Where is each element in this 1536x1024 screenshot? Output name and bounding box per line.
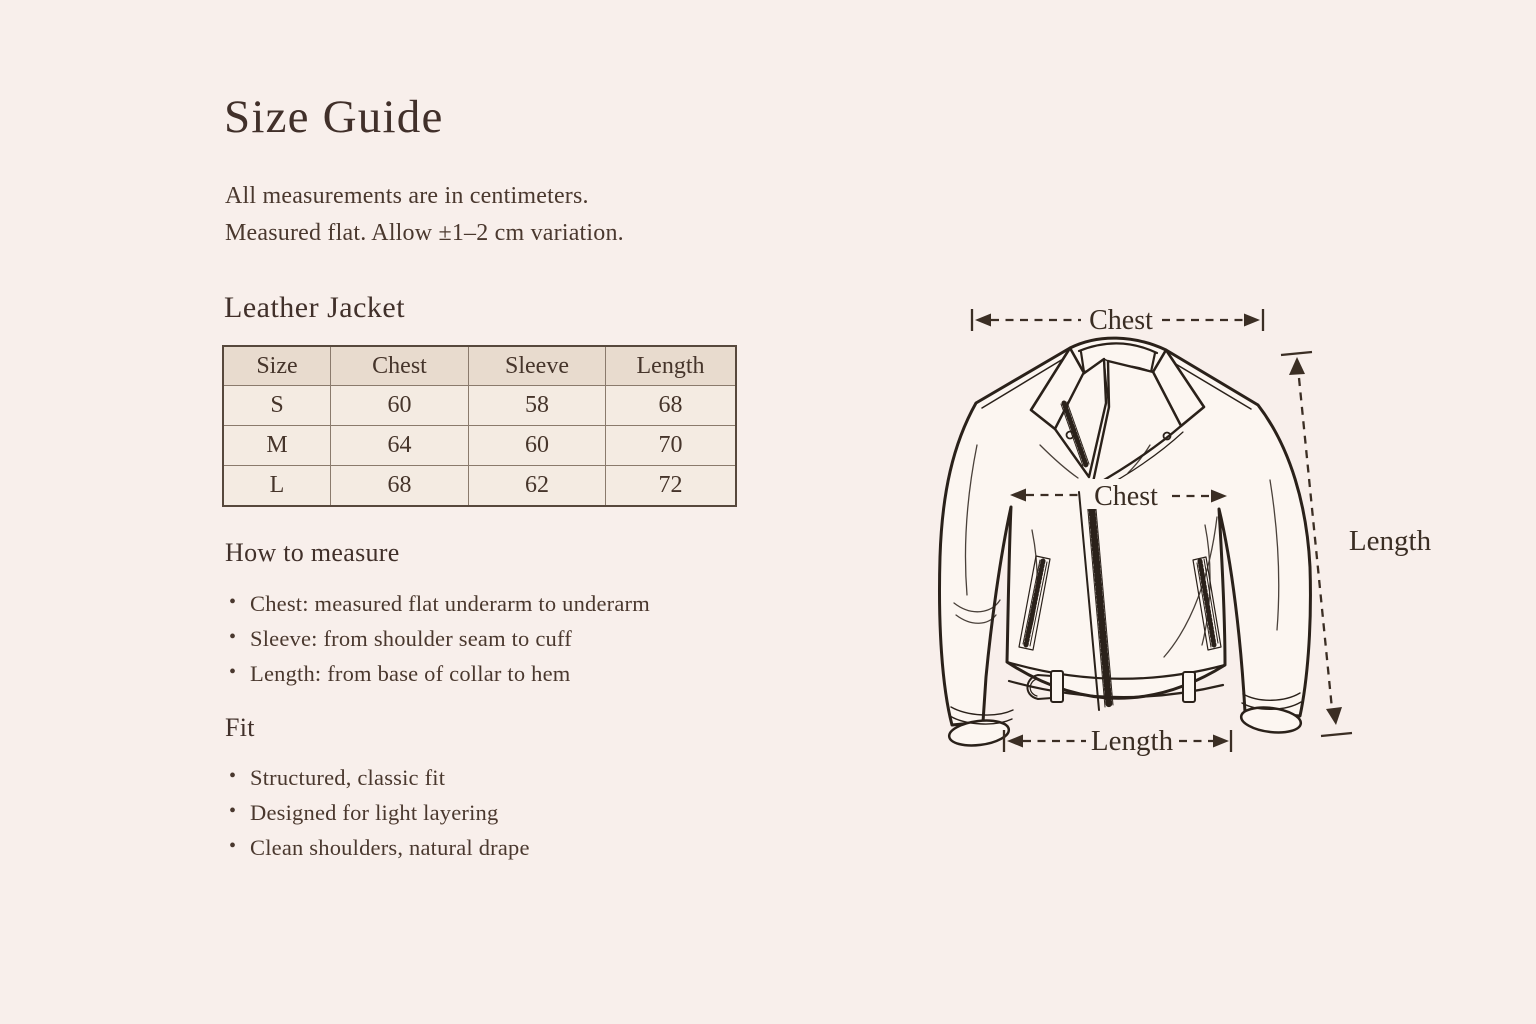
cell-sleeve: 62 bbox=[469, 466, 606, 507]
bullet-icon: • bbox=[229, 626, 237, 648]
measure-term: Sleeve: bbox=[250, 626, 318, 651]
arrow-right-icon bbox=[1213, 735, 1229, 748]
column-header-sleeve: Sleeve bbox=[469, 346, 606, 386]
arrow-left-icon bbox=[1007, 735, 1023, 748]
cell-size: M bbox=[223, 426, 331, 466]
jacket-measurement-diagram bbox=[920, 295, 1480, 815]
bullet-icon: • bbox=[229, 591, 237, 613]
cell-length: 72 bbox=[606, 466, 737, 507]
jacket-illustration bbox=[920, 295, 1480, 815]
list-item bbox=[225, 621, 650, 656]
chest-label-top: Chest bbox=[1089, 305, 1153, 336]
cell-chest: 60 bbox=[331, 386, 469, 426]
arrow-left-icon bbox=[975, 314, 991, 327]
measure-desc: measured flat underarm to underarm bbox=[314, 591, 650, 616]
measure-term: Length: bbox=[250, 661, 322, 686]
length-label-right: Length bbox=[1348, 525, 1432, 557]
belt-loop-left bbox=[1051, 671, 1063, 702]
bullet-icon: • bbox=[229, 800, 237, 822]
column-header-chest: Chest bbox=[331, 346, 469, 386]
column-header-size: Size bbox=[223, 346, 331, 386]
measure-desc: from base of collar to hem bbox=[327, 661, 571, 686]
cell-size: L bbox=[223, 466, 331, 507]
measure-desc: from shoulder seam to cuff bbox=[323, 626, 572, 651]
chest-label-mid: Chest bbox=[1094, 481, 1158, 512]
jacket-outline bbox=[940, 338, 1311, 748]
length-label-bottom: Length bbox=[1090, 725, 1174, 757]
list-item bbox=[225, 586, 650, 621]
cell-size: S bbox=[223, 386, 331, 426]
product-name: Leather Jacket bbox=[224, 291, 406, 324]
size-table bbox=[222, 345, 737, 507]
fit-list bbox=[225, 760, 530, 865]
intro-text bbox=[225, 178, 624, 252]
list-item bbox=[225, 830, 530, 865]
intro-line-2: Measured flat. Allow ±1–2 cm variation. bbox=[225, 220, 624, 246]
arrow-up-icon bbox=[1289, 357, 1305, 375]
cell-sleeve: 60 bbox=[469, 426, 606, 466]
fit-item-text: Designed for light layering bbox=[250, 800, 499, 825]
fit-item-text: Structured, classic fit bbox=[250, 765, 446, 790]
arrow-down-icon bbox=[1326, 707, 1342, 725]
cell-sleeve: 58 bbox=[469, 386, 606, 426]
table-row-s bbox=[223, 386, 736, 426]
cell-chest: 64 bbox=[331, 426, 469, 466]
list-item bbox=[225, 795, 530, 830]
list-item bbox=[225, 760, 530, 795]
measure-term: Chest: bbox=[250, 591, 309, 616]
table-row-l bbox=[223, 466, 736, 507]
how-to-measure-heading: How to measure bbox=[225, 538, 400, 567]
table-row-m bbox=[223, 426, 736, 466]
fit-heading: Fit bbox=[225, 713, 255, 742]
fit-item-text: Clean shoulders, natural drape bbox=[250, 835, 530, 860]
size-table-header-row bbox=[223, 346, 736, 386]
cell-chest: 68 bbox=[331, 466, 469, 507]
cell-length: 70 bbox=[606, 426, 737, 466]
bullet-icon: • bbox=[229, 661, 237, 683]
bullet-icon: • bbox=[229, 835, 237, 857]
how-to-measure-list bbox=[225, 586, 650, 691]
column-header-length: Length bbox=[606, 346, 737, 386]
bullet-icon: • bbox=[229, 765, 237, 787]
cell-length: 68 bbox=[606, 386, 737, 426]
intro-line-1: All measurements are in centimeters. bbox=[225, 183, 589, 209]
arrow-right-icon bbox=[1244, 314, 1260, 327]
list-item bbox=[225, 656, 650, 691]
belt-loop-right bbox=[1183, 672, 1195, 702]
page-title: Size Guide bbox=[224, 91, 444, 143]
